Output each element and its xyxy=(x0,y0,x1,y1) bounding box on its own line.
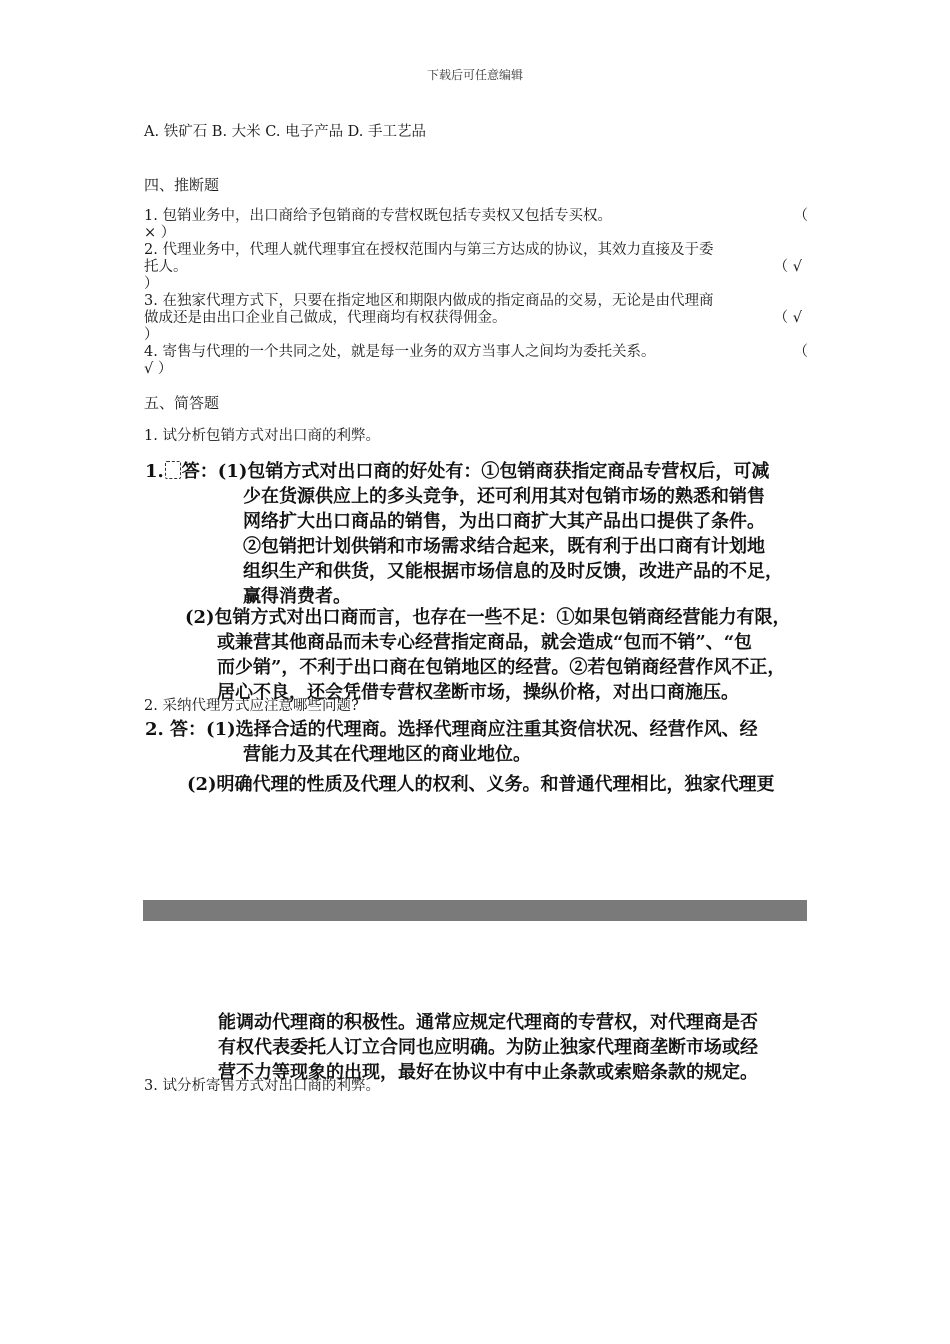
answer-2-cont-line-3: 营不力等现象的出现，最好在协议中有中止条款或索赔条款的规定。 xyxy=(218,1062,758,1083)
question-2: 2. 采纳代理方式应注意哪些问题? xyxy=(144,698,359,714)
answer-2-cont-line-2: 有权代表委托人订立合同也应明确。为防止独家代理商垄断市场或经 xyxy=(218,1037,758,1058)
page-divider-bar xyxy=(143,900,807,921)
judge-item-2-text: 2. 代理业务中，代理人就代理事宜在授权范围内与第三方达成的协议，其效力直接及于委 xyxy=(144,242,714,258)
judge-item-1-answer: × ） xyxy=(144,225,176,241)
answer-1-line-2: 少在货源供应上的多头竞争，还可利用其对包销市场的熟悉和销售 xyxy=(243,486,765,507)
judge-item-3-close: ） xyxy=(144,327,159,343)
answer-1-line-10: 居心不良，还会凭借专营权垄断市场，操纵价格，对出口商施压。 xyxy=(217,682,739,703)
section-4-title: 四、推断题 xyxy=(144,176,220,194)
page-header: 下载后可任意编辑 xyxy=(426,68,523,82)
judge-item-4-paren: （ xyxy=(793,344,808,360)
question-3: 3. 试分析寄售方式对出口商的利弊。 xyxy=(144,1078,380,1094)
section-5-title: 五、简答题 xyxy=(144,394,220,412)
judge-item-3-text: 3. 在独家代理方式下，只要在指定地区和期限内做成的指定商品的交易，无论是由代理商 xyxy=(144,293,714,309)
answer-1-line-4: ②包销把计划供销和市场需求结合起来，既有利于出口商有计划地 xyxy=(243,536,765,557)
hand-cursor-icon xyxy=(165,461,181,479)
answer-2-line-3: (2)明确代理的性质及代理人的权利、义务。和普通代理相比，独家代理更 xyxy=(187,774,775,795)
judge-item-4-text: 4. 寄售与代理的一个共同之处，就是每一业务的双方当事人之间均为委托关系。 xyxy=(144,344,656,360)
judge-item-2-answer: （ √ xyxy=(773,259,802,275)
options-line: A. 铁矿石 B. 大米 C. 电子产品 D. 手工艺品 xyxy=(144,124,427,140)
answer-1-line-6: 赢得消费者。 xyxy=(243,586,351,607)
judge-item-2-close: ） xyxy=(144,276,159,292)
answer-2-block xyxy=(145,717,805,797)
judge-item-2 xyxy=(144,242,808,293)
answer-1-line-3: 网络扩大出口商品的销售，为出口商扩大其产品出口提供了条件。 xyxy=(243,511,765,532)
judge-item-1 xyxy=(144,208,808,242)
answer-2-line-2: 营能力及其在代理地区的商业地位。 xyxy=(243,744,531,765)
answer-1-line-9: 而少销”，不利于出口商在包销地区的经营。②若包销商经营作风不正， xyxy=(217,657,786,678)
answer-1-line-1: 答：(1)包销方式对出口商的好处有：①包销商获指定商品专营权后，可减 xyxy=(181,461,770,482)
question-1: 1. 试分析包销方式对出口商的利弊。 xyxy=(144,428,380,444)
answer-1-line-7: (2)包销方式对出口商而言，也存在一些不足：①如果包销商经营能力有限， xyxy=(185,607,791,628)
judge-item-2-text-2: 托人。 xyxy=(144,259,188,275)
answer-1-line-5: 组织生产和供货，又能根据市场信息的及时反馈，改进产品的不足， xyxy=(243,561,783,582)
judge-item-3-text-2: 做成还是由出口企业自己做成，代理商均有权获得佣金。 xyxy=(144,310,507,326)
answer-1-block xyxy=(145,459,805,703)
judge-item-4-answer: √ ） xyxy=(144,361,173,377)
judge-item-4 xyxy=(144,344,808,378)
answer-1-line-8: 或兼营其他商品而未专心经营指定商品，就会造成“包而不销”、“包 xyxy=(217,632,753,653)
answer-2-cont-line-1: 能调动代理商的积极性。通常应规定代理商的专营权，对代理商是否 xyxy=(218,1012,758,1033)
answer-1-number: 1. xyxy=(145,461,164,482)
judge-item-3 xyxy=(144,293,808,344)
judge-item-1-text: 1. 包销业务中，出口商给予包销商的专营权既包括专卖权又包括专买权。 xyxy=(144,208,612,224)
judge-item-3-answer: （ √ xyxy=(773,310,802,326)
judge-item-1-paren: （ xyxy=(793,208,808,224)
answer-2-line-1: 2. 答：(1)选择合适的代理商。选择代理商应注重其资信状况、经营作风、经 xyxy=(145,719,758,740)
